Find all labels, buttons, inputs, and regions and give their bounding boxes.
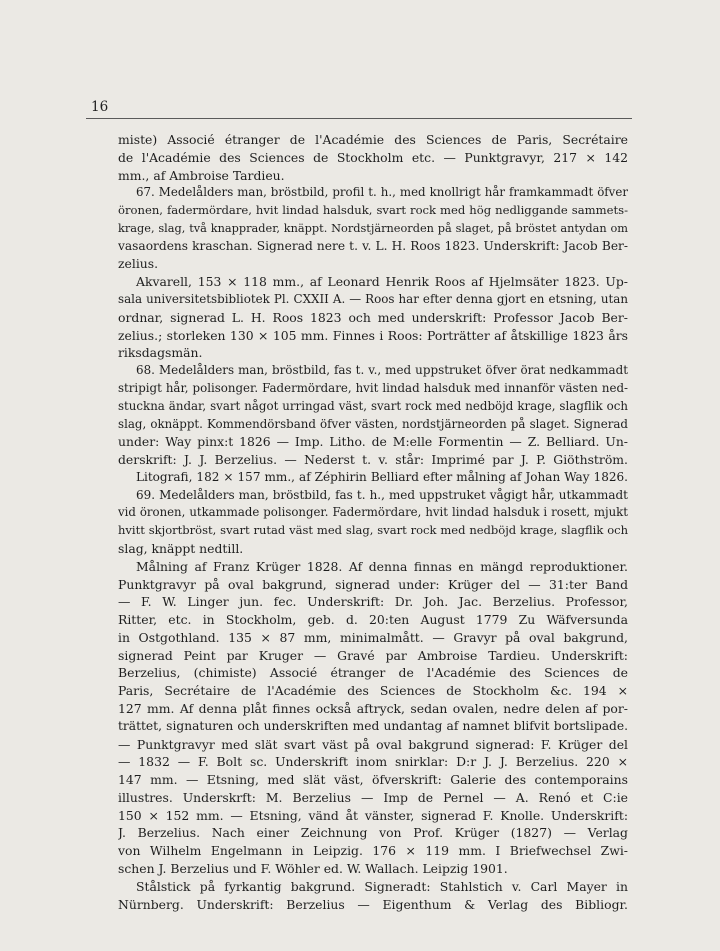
header-rule: [86, 118, 632, 119]
text-line: trättet, signaturen och underskriften med undantag af namnet blifvit bortslipade.: [118, 718, 628, 733]
text-line: in Ostgothland. 135 × 87 mm, minimalmått. — Gravyr på oval bakgrund,: [118, 629, 628, 645]
text-line: sala universitetsbibliotek Pl. CXXII A. — Roos har efter denna gjort en etsning, utan: [118, 292, 628, 307]
text-line: Stålstick på fyrkantig bakgrund. Signeradt: Stahlstich v. Carl Mayer in: [136, 878, 628, 894]
text-line: 127 mm. Af denna plåt finnes också aftryck, sedan ovalen, nedre delen af por-: [118, 701, 628, 716]
text-line: 69. Medelålders man, bröstbild, fas t. h., med uppstruket vågigt hår, utkammadt: [136, 487, 628, 502]
text-line: derskrift: J. J. Berzelius. — Nederst t. v. står: Imprimé par J. P. Giöthström.: [118, 452, 628, 468]
text-line: vid öronen, utkammade polisonger. Fadermördare, hvit lindad halsduk i rosett, mjukt: [118, 505, 628, 520]
text-line: Paris, Secrétaire de l'Académie des Sciences de Stockholm &c. 194 ×: [118, 683, 628, 699]
text-line: Ritter, etc. in Stockholm, geb. d. 20:ten August 1779 Zu Wäfversunda: [118, 612, 628, 628]
text-line: Litografi, 182 × 157 mm., af Zéphirin Belliard efter målning af Johan Way 1826.: [136, 469, 628, 484]
text-line: miste) Associé étranger de l'Académie des Sciences de Paris, Secrétaire: [118, 132, 628, 147]
text-line: krage, slag, två knapprader, knäppt. Nordstjärneorden på slaget, på bröstet antydan om: [118, 220, 628, 235]
text-line: Målning af Franz Krüger 1828. Af denna finnas en mängd reproduktioner.: [136, 558, 628, 574]
text-line: slag, oknäppt. Kommendörsband öfver västen, nordstjärneorden på slaget. Signerad: [118, 416, 628, 431]
text-line: stuckna ändar, svart något urringad väst, svart rock med nedböjd krage, slagflik och: [118, 398, 628, 413]
text-line: — 1832 — F. Bolt sc. Underskrift inom snirklar: D:r J. J. Berzelius. 220 ×: [118, 754, 628, 770]
text-line: Akvarell, 153 × 118 mm., af Leonard Henrik Roos af Hjelmsäter 1823. Up-: [136, 274, 628, 290]
text-line: riksdagsmän.: [118, 345, 203, 361]
text-line: von Wilhelm Engelmann in Leipzig. 176 × 119 mm. I Briefwechsel Zwi-: [118, 843, 628, 859]
text-line: mm., af Ambroise Tardieu.: [118, 167, 285, 183]
text-line: öronen, fadermördare, hvit lindad halsduk, svart rock med hög nedliggande sammets-: [118, 203, 628, 218]
text-line: — Punktgravyr med slät svart väst på oval bakgrund signerad: F. Krüger del: [118, 736, 628, 752]
text-line: zelius.; storleken 130 × 105 mm. Finnes i Roos: Porträtter af åtskillige 1823 års: [118, 327, 628, 343]
text-line: stripigt hår, polisonger. Fadermördare, hvit lindad halsduk med innanför västen ned-: [118, 380, 628, 395]
text-line: J. Berzelius. Nach einer Zeichnung von Prof. Krüger (1827) — Verlag: [118, 825, 628, 841]
text-line: under: Way pinx:t 1826 — Imp. Litho. de M:elle Formentin — Z. Belliard. Un-: [118, 434, 628, 450]
body-text: [118, 131, 628, 913]
text-line: 68. Medelålders man, bröstbild, fas t. v., med uppstruket öfver örat nedkammadt: [136, 363, 628, 378]
text-line: ordnar, signerad L. H. Roos 1823 och med underskrift: Professor Jacob Ber-: [118, 309, 628, 325]
text-line: signerad Peint par Kruger — Gravé par Ambroise Tardieu. Underskrift:: [118, 647, 628, 663]
text-line: schen J. Berzelius und F. Wöhler ed. W. Wallach. Leipzig 1901.: [118, 861, 508, 877]
text-line: illustres. Underskrft: M. Berzelius — Imp de Pernel — A. Renó et C:ie: [118, 789, 628, 805]
text-line: slag, knäppt nedtill.: [118, 540, 244, 556]
text-line: Nürnberg. Underskrift: Berzelius — Eigenthum & Verlag des Bibliogr.: [118, 896, 628, 912]
text-line: 150 × 152 mm. — Etsning, vänd åt vänster, signerad F. Knolle. Underskrift:: [118, 807, 628, 823]
text-line: 67. Medelålders man, bröstbild, profil t. h., med knollrigt hår framkammadt öfver: [136, 185, 628, 200]
text-line: vasaordens kraschan. Signerad nere t. v. L. H. Roos 1823. Underskrift: Jacob Ber-: [118, 238, 628, 253]
text-line: zelius.: [118, 256, 159, 272]
text-line: Punktgravyr på oval bakgrund, signerad under: Krüger del — 31:ter Band: [118, 576, 628, 592]
text-line: — F. W. Linger jun. fec. Underskrift: Dr. Joh. Jac. Berzelius. Professor,: [118, 594, 628, 610]
page-number: 16: [91, 99, 109, 115]
text-line: Berzelius, (chimiste) Associé étranger de l'Académie des Sciences de: [118, 665, 628, 681]
text-line: de l'Académie des Sciences de Stockholm etc. — Punktgravyr, 217 × 142: [118, 149, 628, 165]
text-line: 147 mm. — Etsning, med slät väst, öfverskrift: Galerie des contemporains: [118, 772, 628, 788]
text-line: hvitt skjortbröst, svart rutad väst med slag, svart rock med nedböjd krage, slagflik och: [118, 523, 628, 538]
